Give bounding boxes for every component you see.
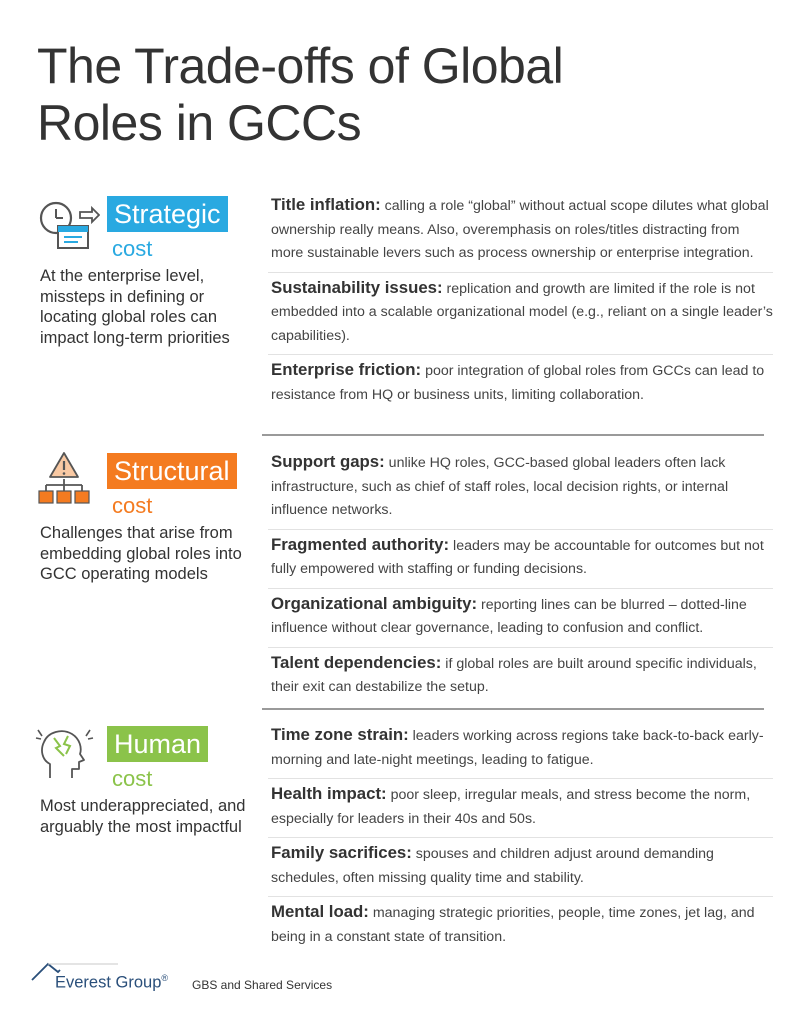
structural-tag: Structural	[107, 453, 237, 489]
item-text: if global roles are built around specific individuals, their exit can destabilize the setup.	[271, 655, 757, 695]
list-item	[268, 589, 773, 648]
list-item	[268, 648, 773, 706]
item-text: poor integration of global roles from GCCs can lead to resistance from HQ or business units, limiting collaboration.	[271, 363, 765, 403]
strategic-cost-label: cost	[112, 236, 153, 261]
strategic-description: At the enterprise level, missteps in defining or locating global roles can impact long-term priorities	[40, 267, 230, 347]
page-title	[37, 38, 737, 152]
company-logo	[55, 973, 168, 993]
item-head: Title inflation:	[271, 195, 381, 214]
item-head: Health impact:	[271, 784, 387, 803]
section-divider	[262, 708, 764, 710]
logo-subtitle: GBS and Shared Services	[192, 978, 333, 992]
logo-name: Everest Group	[55, 973, 162, 992]
item-text: replication and growth are limited if the role is not embedded into a scalable organizational model (e.g., reliant on a single leader’s capabilities).	[271, 280, 773, 344]
item-text: managing strategic priorities, people, time zones, jet lag, and being in a constant state of transition.	[271, 905, 755, 945]
structural-items	[268, 447, 773, 706]
item-head: Family sacrifices:	[271, 843, 412, 862]
list-item	[268, 779, 773, 838]
item-text: spouses and children adjust around demanding schedules, often missing quality time and stability.	[271, 846, 714, 886]
item-head: Enterprise friction:	[271, 360, 422, 379]
human-tag: Human	[107, 726, 208, 762]
item-head: Mental load:	[271, 902, 369, 921]
item-text: calling a role “global” without actual scope dilutes what global ownership really means. Also, overemphasis on roles/titles distracting from more sustainable levers such as process ownership or enterprise integration.	[271, 198, 769, 261]
item-head: Sustainability issues:	[271, 277, 443, 297]
item-text: reporting lines can be blurred – dotted-line influence without clear governance, leading to confusion and conflict.	[271, 596, 747, 636]
item-head: Talent dependencies:	[271, 652, 442, 672]
list-item	[268, 355, 773, 413]
list-item	[268, 838, 773, 897]
list-item	[268, 447, 773, 530]
clock-calendar-arrow-icon	[38, 196, 100, 252]
list-item	[268, 720, 773, 779]
human-description: Most underappreciated, and arguably the most impactful	[40, 797, 246, 836]
item-head: Time zone strain:	[271, 725, 409, 744]
item-text: leaders may be accountable for outcomes but not fully empowered with staffing or funding decisions.	[271, 537, 764, 577]
list-item	[268, 273, 773, 356]
strategic-tag: Strategic	[107, 196, 228, 232]
strategic-items	[268, 190, 773, 413]
structural-description: Challenges that arise from embedding global roles into GCC operating models	[40, 524, 242, 583]
list-item	[268, 897, 773, 955]
item-head: Fragmented authority:	[271, 534, 450, 554]
human-items	[268, 720, 773, 955]
item-head: Organizational ambiguity:	[271, 593, 478, 613]
human-cost-label: cost	[112, 766, 153, 791]
registered-mark: ®	[161, 973, 169, 983]
title-line-1: The Trade-offs of Global	[37, 38, 564, 94]
title-line-2: Roles in GCCs	[37, 95, 362, 151]
list-item	[268, 190, 773, 273]
list-item	[268, 530, 773, 589]
section-divider	[262, 434, 764, 436]
structural-cost-label: cost	[112, 493, 153, 518]
item-text: leaders working across regions take back-to-back early-morning and late-night meetings, leading to fatigue.	[271, 728, 764, 768]
item-text: unlike HQ roles, GCC-based global leaders often lack infrastructure, such as chief of staff roles, local decision rights, or internal influence networks.	[271, 455, 729, 518]
item-head: Support gaps:	[271, 452, 385, 471]
warning-org-chart-icon	[36, 451, 98, 507]
stressed-head-icon	[34, 724, 96, 780]
item-text: poor sleep, irregular meals, and stress become the norm, especially for leaders in their 40s and 50s.	[271, 787, 751, 827]
footer	[30, 958, 430, 998]
